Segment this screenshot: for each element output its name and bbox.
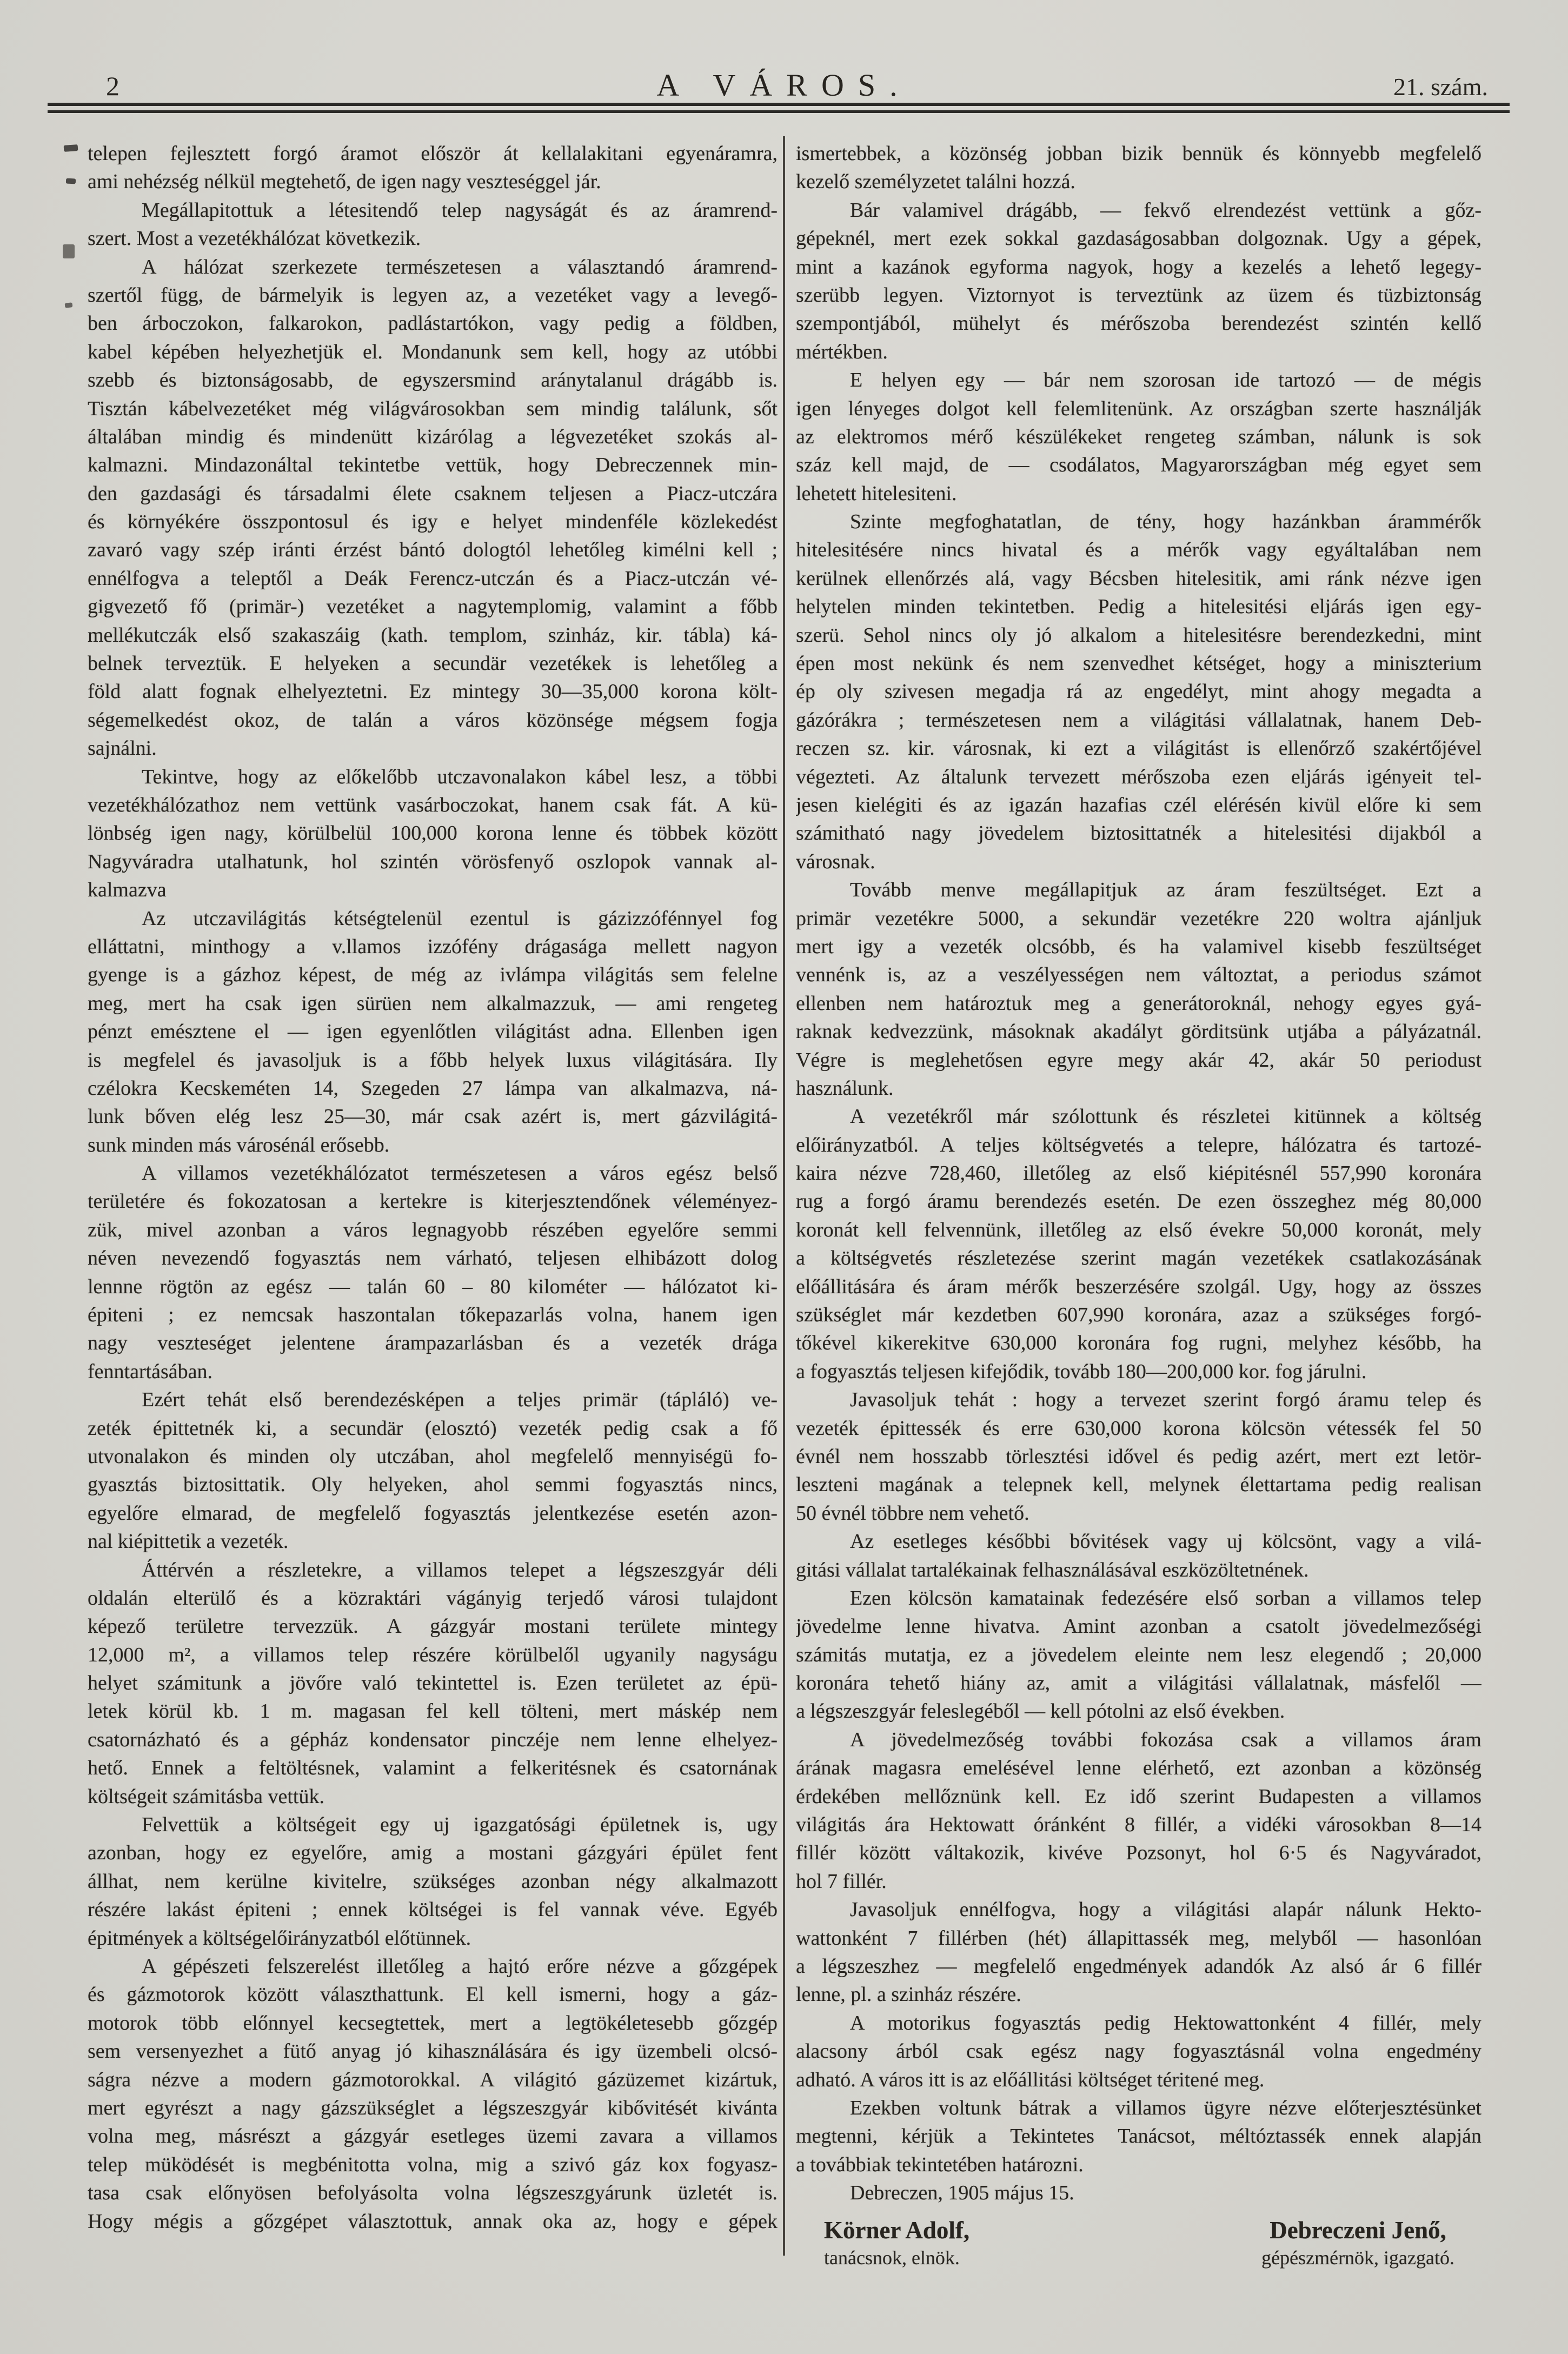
text-line: szert. Most a vezetékhálózat következik. [88,227,421,250]
page-number: 2 [106,71,119,101]
text-line: rug a forgó áramu berendezés esetén. De ezen összeghez még 80,000 [796,1190,1481,1213]
text-line: szerü. Sehol nincs oly jó alkalom a hitelesitésre berendezkedni, mint [796,623,1481,647]
text-line: telepen fejlesztett forgó áramot először át kellalakitani egyenáramra, [88,142,778,165]
text-line: sajnálni. [88,737,157,760]
text-line: hető. Ennek a feltöltésnek, valamint a felkeritésnek és csatornának [88,1757,778,1780]
text-line: lennne rögtön az egész — talán 60 – 80 kilométer — hálózatot ki- [88,1275,778,1298]
issue-number: 21. szám. [1393,73,1488,101]
text-line: helytelen minden tekintetben. Pedig a hitelesitési eljárás igen egy- [796,595,1481,619]
text-line: csatornázható és a gépház kondensator pinczéje nem lenne elhelyez- [88,1728,778,1751]
text-line: a légszeszgyár feleslegéből — kell pótolni az első években. [796,1700,1285,1723]
text-line: leszteni magának a telepnek kell, melynek élettartama pedig realisan [796,1473,1481,1497]
text-line: zük, mivel azonban a város legnagyobb részében egyelőre semmi [88,1218,778,1241]
text-line: szertől függ, de bármelyik is legyen az, a vezetéket vagy a levegő- [88,283,778,307]
text-line: állhat, nem kerülne kivitelre, szükséges azonban négy alkalmazott [88,1870,778,1893]
text-line: azonban, hogy ez egyelőre, amig a mostani gázgyári épület fent [88,1841,778,1865]
text-line: A motorikus fogyasztás pedig Hektowattonként 4 fillér, mely [850,2011,1481,2034]
text-line: hitelesitésére nincs hivatal és a mérők vagy egyáltalában nem [796,538,1481,562]
text-line: A gépészeti felszerelést illetőleg a hajtó erőre nézve a gőzgépek [142,1955,778,1978]
text-line: is megfelel és javasoljuk is a főbb helyek luxus világitására. Ily [88,1048,778,1072]
text-line: tőkével kikerekitve 630,000 koronára fog rugni, melyhez később, ha [796,1332,1481,1355]
signature-right [1261,2215,1454,2270]
text-line: árának magasra emelésével lenne elérhető, ezt azonban a közönség [796,1757,1481,1780]
text-line: az elektromos mérő készülékeket rengeteg számban, nálunk is sok [796,425,1481,448]
scan-artifact [66,178,76,184]
text-line: ságra nézve a modern gázmotorokkal. A világitó gázüzemet kizártuk, [88,2068,778,2091]
text-line: Az esetleges későbbi bővitések vagy uj kölcsönt, vagy a vilá- [850,1530,1481,1553]
text-line: mint a kazánok egyforma nagyok, hogy a kezelés a lehető legegy- [796,255,1481,278]
text-line: szempontjából, mühelyt és mérőszoba berendezést szintén kellő [796,312,1481,335]
text-line: ennélfogva a teleptől a Deák Ferencz-utczán és a Piacz-utczán vé- [88,567,778,590]
text-line: mert egyrészt a nagy gázszükséglet a légszeszgyár kibővitését kivánta [88,2096,778,2119]
text-line: Megállapitottuk a létesitendő telep nagyságát és az áramrend- [142,198,778,222]
text-line: és környékére összpontosul és igy e helyet mindenféle közlekedést [88,510,778,534]
text-line: E helyen egy — bár nem szorosan ide tartozó — de mégis [850,369,1481,392]
text-line: 50 évnél többre nem vehető. [796,1501,1029,1525]
text-line: Ezen kölcsön kamatainak fedezésére első sorban a villamos telep [850,1586,1481,1610]
right-column [796,139,1481,2270]
text-line: A vezetékről már szólottunk és részletei kitünnek a költség [850,1105,1481,1128]
text-line: letek körül kb. 1 m. magasan fel kell tölteni, mert máskép nem [88,1700,778,1723]
text-line: kerülnek ellenőrzés alá, vagy Bécsben hitelesitik, ami ránk nézve igen [796,567,1481,590]
text-line: helyet számitunk a jövőre való tekintettel is. Ezen területet az épü- [88,1672,778,1695]
text-line: használunk. [796,1076,894,1100]
header-double-rule [48,103,1510,113]
text-line: fenntartásában. [88,1360,213,1383]
text-line: képező területre tervezzük. A gázgyár mostani területe mintegy [88,1615,778,1638]
text-line: gitási vállalat tartalékainak felhasználásával eszközöltetnének. [796,1558,1309,1581]
text-line: lehetett hitelesiteni. [796,482,957,505]
text-line: ami nehézség nélkül megtehető, de igen nagy veszteséggel jár. [88,170,601,194]
text-line: pénzt emésztene el — igen egyenlőtlen világitást adna. Ellenben igen [88,1020,778,1043]
text-line: érdekében mellőznünk kell. Ez idő szerint Budapesten a villamos [796,1785,1481,1808]
text-line: ép oly szivesen megadja rá az engedélyt, mint ahogy megadta a [796,680,1481,703]
text-line: Javasoljuk ennélfogva, hogy a világitási alapár nálunk Hekto- [850,1898,1481,1921]
text-line: Tisztán kábelvezetéket még világvárosokban sem mindig találunk, sőt [88,397,778,420]
text-line: elláttatni, minthogy a v.llamos izzófény drágasága mellett nagyon [88,935,778,958]
text-line: kezelő személyzetet találni hozzá. [796,170,1075,194]
text-line: gigvezető fő (primär-) vezetéket a nagytemplomig, valamint a főbb [88,595,778,619]
text-line: raknak kedvezzünk, másoknak akadályt görditsünk utjába a pályázatnál. [796,1020,1481,1043]
text-line: Felvettük a költségeit egy uj igazgatósági épületnek is, ugy [142,1813,778,1837]
text-line: volna meg, másrészt a gázgyár esetleges üzemi zavara a villamos [88,2125,778,2148]
text-line: szerübb legyen. Viztornyot is terveztünk az üzem és tüzbiztonság [796,283,1481,307]
signatory-role: tanácsnok, elnök. [824,2246,960,2269]
right-column-text [796,139,1481,2207]
text-line: vezetékhálózathoz nem vettünk vasárboczokat, hanem csak fát. A kü- [88,793,778,816]
text-line: szebb és biztonságosabb, de egyszersmind aránytalanul drágább is. [88,369,778,392]
text-line: költségeit számitásba vettük. [88,1785,324,1808]
text-line: egyelőre elmarad, de megfelelő fogyasztás jelentkezése esetén azon- [88,1501,778,1525]
text-line: előirányzatból. A teljes költségvetés a telepre, hálózatra és tartozé- [796,1133,1481,1156]
text-line: Ezekben voltunk bátrak a villamos ügyre nézve előterjesztésünket [850,2096,1481,2119]
signatory-name: Debreczeni Jenő, [1270,2216,1446,2244]
text-line: száz kell majd, de — csodálatos, Magyarországban még egyet sem [796,454,1481,477]
text-line: lenne, pl. a szinház részére. [796,1983,1021,2006]
text-line: kaira nézve 728,460, illetőleg az első kiépitésnél 557,990 koronára [796,1162,1481,1185]
text-line: és gázmotorok között választhattunk. El kell ismerni, hogy a gáz- [88,1983,778,2006]
text-line: számitható nagy jövedelem biztosittatnék a hitelesitési dijakból a [796,822,1481,845]
text-line: gyasztás biztosittatik. Oly helyeken, ahol semmi fogyasztás nincs, [88,1473,778,1497]
signature-left [824,2215,969,2270]
text-line: koronát kell felvennünk, illetőleg az első évekre 50,000 koronát, mely [796,1218,1481,1241]
text-line: kalmazva [88,879,167,902]
text-line: Végre is meglehetősen egyre megy akár 42, akár 50 periodust [796,1048,1481,1072]
text-line: Hogy mégis a gőzgépet választottuk, annak oka az, hogy e gépek [88,2210,778,2233]
text-line: a továbbiak tekintetében határozni. [796,2153,1084,2176]
text-line: városnak. [796,850,875,873]
text-line: kalmazni. Mindazonáltal tekintetbe vettük, hogy Debreczennek min- [88,454,778,477]
scan-artifact [63,244,75,258]
text-line: A villamos vezetékhálózatot természetesen a város egész belső [142,1162,778,1185]
text-line: A hálózat szerkezete természetesen a választandó áramrend- [142,255,778,278]
text-line: lunk bőven elég lesz 25—30, már csak azért is, mert gázvilágitá- [88,1105,778,1128]
text-line: 12,000 m², a villamos telep részére körülbelől ugyanily nagyságu [88,1643,778,1666]
text-line: Bár valamivel drágább, — fekvő elrendezést vettünk a gőz- [850,198,1481,222]
text-line: A jövedelmezőség további fokozása csak a villamos áram [850,1728,1481,1751]
text-line: zavaró vagy szép iránti érzést bántó dologtól lehetőleg kimélni kell ; [88,538,778,562]
text-line: mértékben. [796,340,888,363]
text-line: általában mindig és mindenütt kizárólag a légvezetéket szokás al- [88,425,778,448]
text-line: adható. A város itt is az előállitási költséget téritené meg. [796,2068,1265,2091]
text-line: jövedelme lenne hivatva. Amint azonban a csatolt jövedelmezőségi [796,1615,1481,1638]
text-line: czélokra Kecskeméten 14, Szegeden 27 lámpa van alkalmazva, ná- [88,1076,778,1100]
text-line: utvonalakon és minden oly utczában, ahol megfelelő mennyiségü fo- [88,1445,778,1468]
text-line: nagy veszteséget jelentene árampazarlásban és a vezeték drága [88,1332,778,1355]
text-line: néven nevezendő fogyasztás nem várható, teljesen elhibázott dolog [88,1247,778,1270]
text-line: Tekintve, hogy az előkelőbb utczavonalakon kábel lesz, a többi [142,765,778,788]
text-line: Áttérvén a részletekre, a villamos telepet a légszeszgyár déli [142,1558,778,1581]
text-line: jesen kielégiti és az igazán hazafias czél elérésén kivül előre ki sem [796,793,1481,816]
text-line: nal kiépittetik a vezeték. [88,1530,289,1553]
text-line: Nagyváradra utalhatunk, hol szintén vörösfenyő oszlopok vannak al- [88,850,778,873]
text-line: világitás ára Hektowatt óránként 8 fillér, a vidéki városokban 8—14 [796,1813,1481,1837]
text-line: Szinte megfoghatatlan, de tény, hogy hazánkban árammérők [850,510,1481,534]
text-line: a költségvetés részletezése szerint magán vezetékek csatlakozásának [796,1247,1481,1270]
text-line: gyenge is a gázhoz képest, de még az ivlámpa világitás sem felelne [88,963,778,987]
text-line: wattonként 7 fillérben (hét) állapittassék meg, melyből — hasonlóan [796,1926,1481,1950]
text-line: den gazdasági és társadalmi élete csaknem teljesen a Piacz-utczára [88,482,778,505]
text-line: kabel képében helyezhetjük el. Mondanunk sem kell, hogy az utóbbi [88,340,778,363]
text-line: ségemelkedést okoz, de talán a város közönsége mégsem fogja [88,708,778,732]
text-line: igen lényeges dolgot kell felemlitenünk. Az országban szerte használják [796,397,1481,420]
text-line: területére és fokozatosan a kertekre is kiterjesztendőnek véleményez- [88,1190,778,1213]
text-line: koronára tehető hiány az, amit a világitási vállalatnak, másfelől — [796,1672,1481,1695]
text-line: részére lakást épiteni ; ennek költségei is fel vannak véve. Egyéb [88,1898,778,1921]
text-line: ellenben nem határoztuk meg a generátoroknál, nehogy egyes gyá- [796,992,1481,1015]
signature-block [796,2215,1481,2270]
text-line: Az utczavilágitás kétségtelenül ezentul is gázizzófénnyel fog [142,907,778,930]
text-line: ben árboczokon, falkarokon, padlástartókon, vagy pedig a földben, [88,312,778,335]
text-line: vezeték épittessék és erre 630,000 korona kölcsön vétessék fel 50 [796,1417,1481,1440]
text-line: Javasoljuk tehát : hogy a tervezet szerint forgó áramu telep és [850,1388,1481,1412]
text-line: ismertebbek, a közönség jobban bizik bennük és könnyebb megfelelő [796,142,1481,165]
masthead-title: A VÁROS. [656,68,912,103]
text-line: telep müködését is megbénitotta volna, mig a szivó gáz kox fogyasz- [88,2153,778,2176]
text-line: zeték épittetnék ki, a secundär (elosztó) vezeték pedig csak a fő [88,1417,778,1440]
scan-artifact [64,144,78,152]
signatory-role: gépészmérnök, igazgató. [1261,2246,1454,2269]
text-line: fillér között váltakozik, kivéve Pozsonyt, hol 6·5 és Nagyváradot, [796,1841,1481,1865]
text-line: a fogyasztás teljesen kifejődik, tovább 180—200,000 kor. fog járulni. [796,1360,1367,1383]
text-line: reczen sz. kir. városnak, ki ezt a világitást is ellenőrző szakértőjével [796,737,1481,760]
text-line: megtenni, kérjük a Tekintetes Tanácsot, méltóztassék ennek alapján [796,2125,1481,2148]
text-line: meg, mert ha csak igen sürüen nem alkalmazzuk, — ami rengeteg [88,992,778,1015]
text-line: sem versenyezhet a fütő anyag jó kihasználására és igy üzembeli olcsó- [88,2040,778,2063]
text-line: előállitására és áram mérők beszerzésére szolgál. Ugy, hogy az összes [796,1275,1481,1298]
text-line: épitmények a költségelőirányzatból előtünnek. [88,1926,471,1950]
text-line: épiteni ; ez nemcsak haszontalan tőkepazarlás volna, hanem igen [88,1304,778,1327]
text-line: primär vezetékre 5000, a sekundär vezetékre 220 woltra ajánljuk [796,907,1481,930]
text-line: épen most nekünk és nem szenvedhet kétséget, hogy a miniszterium [796,652,1481,675]
text-line: szükséglet már kezdetben 607,990 koronára, azaz a szükséges forgó- [796,1304,1481,1327]
text-line: vennénk is, az a veszélyességen nem változtat, a periodus számot [796,963,1481,987]
text-line: alacsony árból csak egész nagy fogyasztásnál volna engedmény [796,2040,1481,2063]
text-line: sunk minden más városénál erősebb. [88,1133,390,1156]
text-line: gépeknél, mert ezek sokkal gazdaságosabban dolgoznak. Ugy a gépek, [796,227,1481,250]
column-divider-rule [783,136,785,2256]
left-column [88,139,778,2236]
text-line: a légszeszhez — megfelelő engedmények adandók Az alsó ár 6 fillér [796,1955,1481,1978]
text-line: végezteti. Az általunk tervezett mérőszoba ezen eljárás igényeit tel- [796,765,1481,788]
text-line: gázórákra ; természetesen nem a világitási vállalatnak, hanem Deb- [796,708,1481,732]
text-line: Ezért tehát első berendezésképen a teljes primär (tápláló) ve- [142,1388,778,1412]
text-line: föld alatt fognak elhelyeztetni. Ez mintegy 30—35,000 korona költ- [88,680,778,703]
text-line: belnek terveztük. E helyeken a secundär vezetékek is lehetőleg a [88,652,778,675]
text-line: számitás mutatja, ez a jövedelem eleinte nem lesz elegendő ; 20,000 [796,1643,1481,1666]
text-line: Debreczen, 1905 május 15. [850,2182,1074,2205]
text-line: lönbség igen nagy, körülbelül 100,000 korona lenne és többek között [88,822,778,845]
scan-artifact [65,302,73,308]
text-line: évnél nem hosszabb törlesztési idővel és pedig azért, mert ezt letör- [796,1445,1481,1468]
text-line: motorok több előnnyel kecsegtettek, mert a legtökéletesebb gőzgép [88,2011,778,2034]
text-line: oldalán elterülő és a közraktári vágányig terjedő városi tulajdont [88,1586,778,1610]
text-line: hol 7 fillér. [796,1870,887,1893]
signatory-name: Körner Adolf, [824,2216,970,2244]
text-line: tasa csak előnyösen befolyásolta volna légszeszgyárunk üzletét is. [88,2182,778,2205]
text-line: Tovább menve megállapitjuk az áram feszültséget. Ezt a [850,879,1481,902]
text-line: mellékutczák első szakaszáig (kath. templom, szinház, kir. tábla) ká- [88,623,778,647]
text-line: mert igy a vezeték olcsóbb, és ha valamivel kisebb feszültséget [796,935,1481,958]
